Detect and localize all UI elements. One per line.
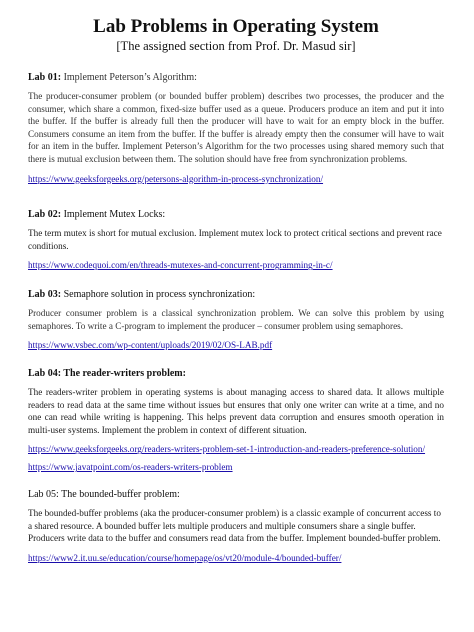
lab-01-section [28,71,444,185]
page-title: Lab Problems in Operating System [93,16,379,37]
lab-04-heading [28,367,444,380]
lab-02-label: Lab 02: [28,209,62,220]
lab-02-description: The term mutex is short for mutual exclusion. Implement mutex lock to protect critical sections and prevent race conditions. [28,228,442,251]
lab-03-link[interactable]: https://www.vsbec.com/wp-content/uploads/2019/02/OS-LAB.pdf [28,340,273,351]
lab-03-section [28,288,444,351]
lab-02-title: Implement Mutex Locks: [63,209,166,220]
lab-03-title: Semaphore solution in process synchronization: [63,289,256,300]
lab-05-heading [28,488,444,501]
lab-05-link[interactable]: https://www2.it.uu.se/education/course/homepage/os/vt20/module-4/bounded-buffer/ [28,552,342,563]
lab-02-heading [28,208,444,221]
lab-04-section [28,367,444,473]
lab-01-title: Implement Peterson’s Algorithm: [63,72,197,83]
lab-03-description: Producer consumer problem is a classical synchronization problem. We can solve this problem by using semaphores. To write a C-program to implement the producer – consumer problem using semaphores. [28,308,444,331]
lab-01-label: Lab 01: [28,72,62,83]
lab-01-heading [28,71,444,84]
lab-05-label: Lab 05: The bounded-buffer problem: [28,489,180,500]
lab-04-description: The readers-writer problem in operating systems is about managing access to shared data. It allows multiple readers to read data at the same time without issues but ensures that only one writer can write at a time, and no one can read while writing is happening. This helps prevent data corruption and ensures smooth operation in multi-user systems. Implement the problem in context of different situation. [28,387,444,435]
lab-02-section [28,208,444,271]
lab-04-label: Lab 04: The reader-writers problem: [28,368,186,379]
lab-03-heading [28,288,444,301]
lab-05-description: The bounded-buffer problems (aka the producer-consumer problem) is a classic example of concurrent access to a shared resource. A bounded buffer lets multiple producers and multiple consumers share a single buffer. Producers write data to the buffer and consumers read data from the buffer. Implement bounded-buffer problem. [28,508,441,544]
lab-02-link[interactable]: https://www.codequoi.com/en/threads-mutexes-and-concurrent-programming-in-c/ [28,260,333,271]
lab-01-description: The producer-consumer problem (or bounded buffer problem) describes two processes, the producer and the consumer, which share a common, fixed-size buffer used as a queue. Producers produce an item and put it into the buffer. If the buffer is already full then the producer will have to wait for an empty block in the buffer. Consumers consume an item from the buffer. If the buffer is already empty then the consumer will have to wait for an item in the buffer. Implement Peterson’s Algorithm for the two processes using shared memory such that there is mutual exclusion between them. The solution should have free from synchronization problems. [28,91,444,164]
lab-03-label: Lab 03: [28,289,62,300]
page-subtitle: [The assigned section from Prof. Dr. Masud sir] [116,39,356,53]
lab-04-link-1[interactable]: https://www.geeksforgeeks.org/readers-writers-problem-set-1-introduction-and-readers-preference-solution/ [28,444,426,455]
lab-01-link[interactable]: https://www.geeksforgeeks.org/petersons-algorithm-in-process-synchronization/ [28,173,324,184]
lab-05-section [28,488,444,564]
lab-04-link-2[interactable]: https://www.javatpoint.com/os-readers-writers-problem [28,462,233,473]
